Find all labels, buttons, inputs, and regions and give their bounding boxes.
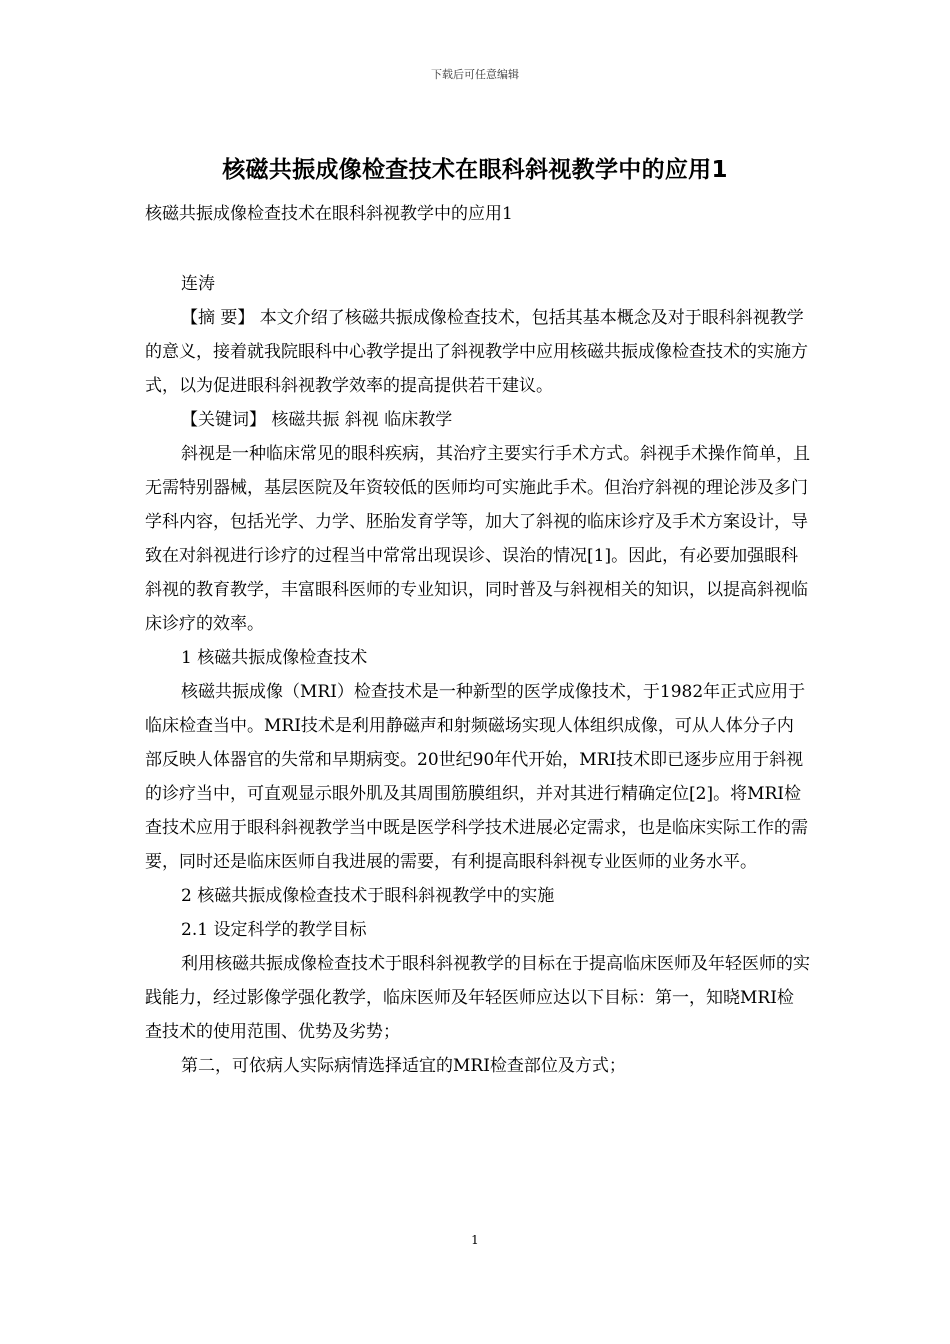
second-goal-paragraph: 第二，可依病人实际病情选择适宜的MRI检查部位及方式； (181, 1056, 626, 1076)
document-title: 核磁共振成像检查技术在眼科斜视教学中的应用1 (222, 157, 728, 183)
intro-paragraph: 斜视是一种临床常见的眼科疾病，其治疗主要实行手术方式。斜视手术操作简单，且无需特别器械，基层医院及年资较低的医师均可实施此手术。但治疗斜视的理论涉及多门学科内容，包括光学、力学、胚胎发育学等，加大了斜视的临床诊疗及手术方案设计，导致在对斜视进行诊疗的过程当中常常出现误诊、误治的情况[1]。因此，有必要加强眼科斜视的教育教学，丰富眼科医师的专业知识，同时普及与斜视相关的知识，以提高斜视临床诊疗的效率。 (145, 444, 810, 634)
page-header: 下载后可任意编辑 (431, 68, 519, 81)
goals-paragraph: 利用核磁共振成像检查技术于眼科斜视教学的目标在于提高临床医师及年轻医师的实践能力，经过影像学强化教学，临床医师及年轻医师应达以下目标：第一，知晓MRI检查技术的使用范围、优势及劣势； (145, 954, 810, 1042)
document-body (145, 197, 810, 1083)
subtitle: 核磁共振成像检查技术在眼科斜视教学中的应用1 (145, 204, 513, 224)
section-heading-1: 1 核磁共振成像检查技术 (181, 648, 368, 668)
author: 连涛 (181, 274, 215, 294)
keywords-paragraph: 【关键词】 核磁共振 斜视 临床教学 (181, 410, 453, 430)
subsection-heading-2-1: 2.1 设定科学的教学目标 (181, 920, 367, 940)
section-heading-2: 2 核磁共振成像检查技术于眼科斜视教学中的实施 (181, 886, 555, 906)
page-number: 1 (471, 1233, 479, 1247)
abstract-paragraph: 【摘 要】 本文介绍了核磁共振成像检查技术，包括其基本概念及对于眼科斜视教学的意义，接着就我院眼科中心教学提出了斜视教学中应用核磁共振成像检查技术的实施方式，以为促进眼科斜视教学效率的提高提供若干建议。 (145, 308, 808, 396)
mri-paragraph: 核磁共振成像（MRI）检查技术是一种新型的医学成像技术，于1982年正式应用于临床检查当中。MRI技术是利用静磁声和射频磁场实现人体组织成像，可从人体分子内部反映人体器官的失常和早期病变。20世纪90年代开始，MRI技术即已逐步应用于斜视的诊疗当中，可直观显示眼外肌及其周围筋膜组织，并对其进行精确定位[2]。将MRI检查技术应用于眼科斜视教学当中既是医学科学技术进展必定需求，也是临床实际工作的需要，同时还是临床医师自我进展的需要，有利提高眼科斜视专业医师的业务水平。 (145, 682, 808, 872)
